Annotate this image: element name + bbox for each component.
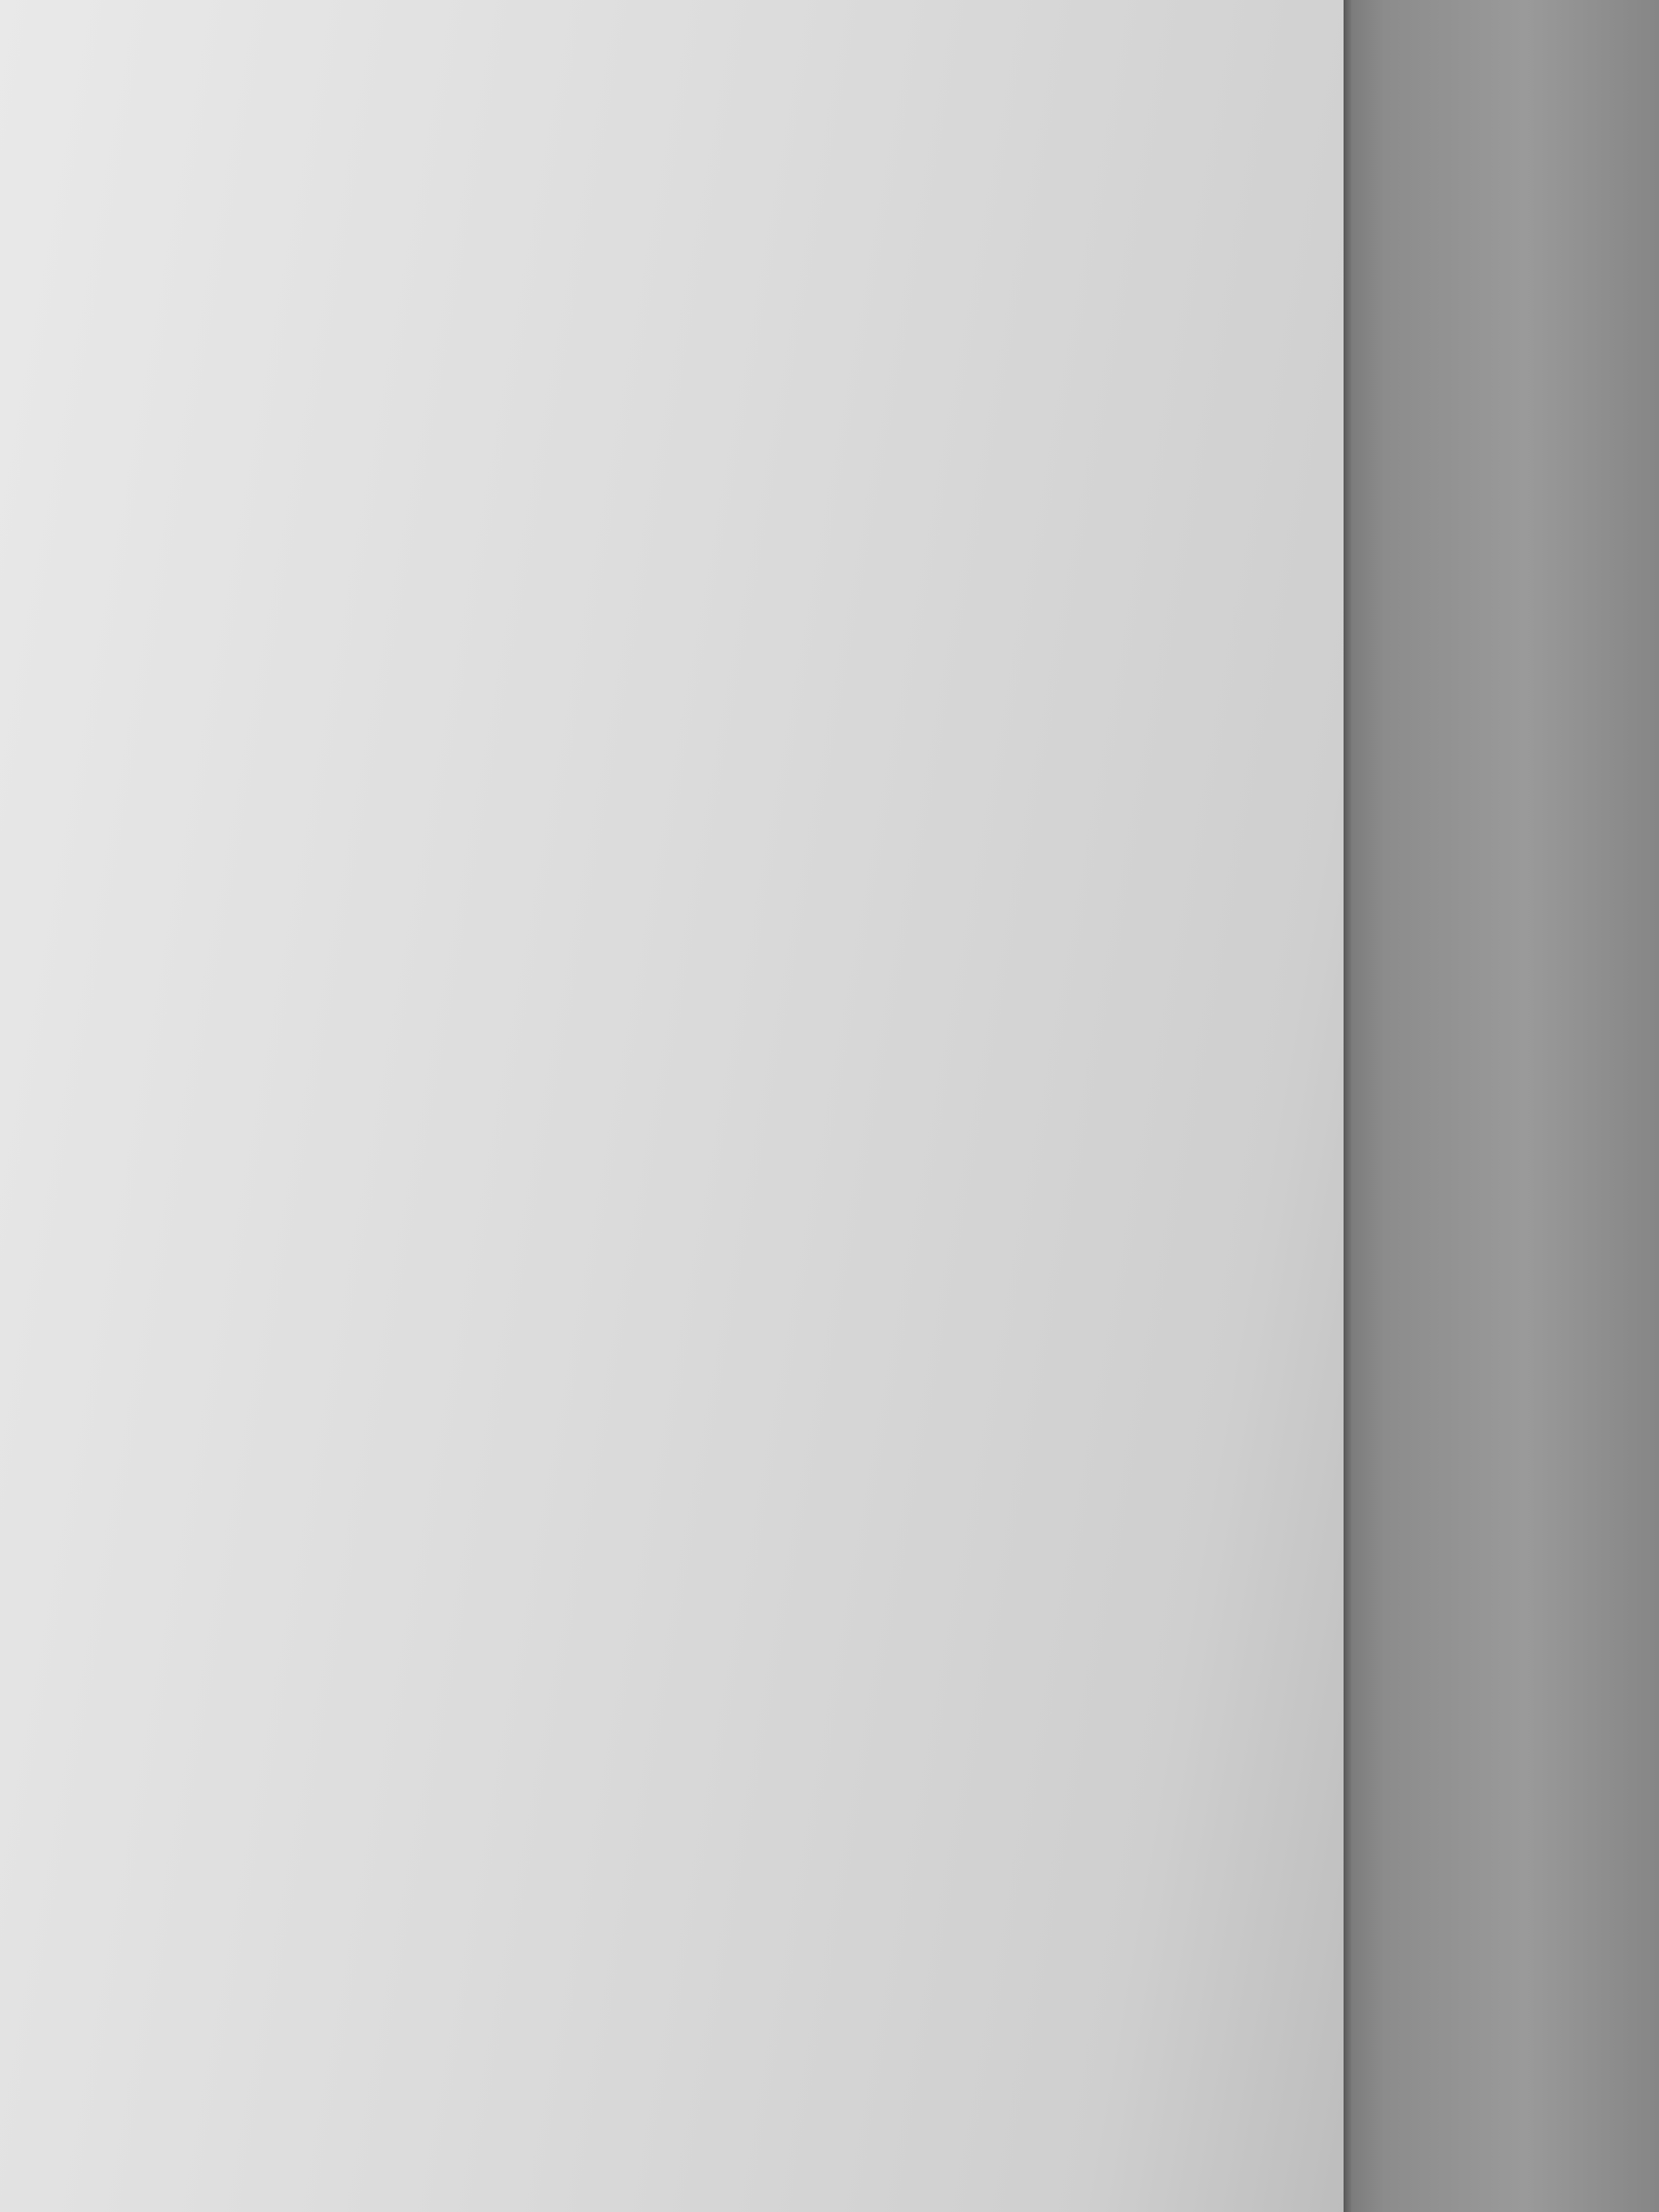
background-surface: [1324, 0, 1659, 2212]
watermark: [0, 2169, 397, 2212]
